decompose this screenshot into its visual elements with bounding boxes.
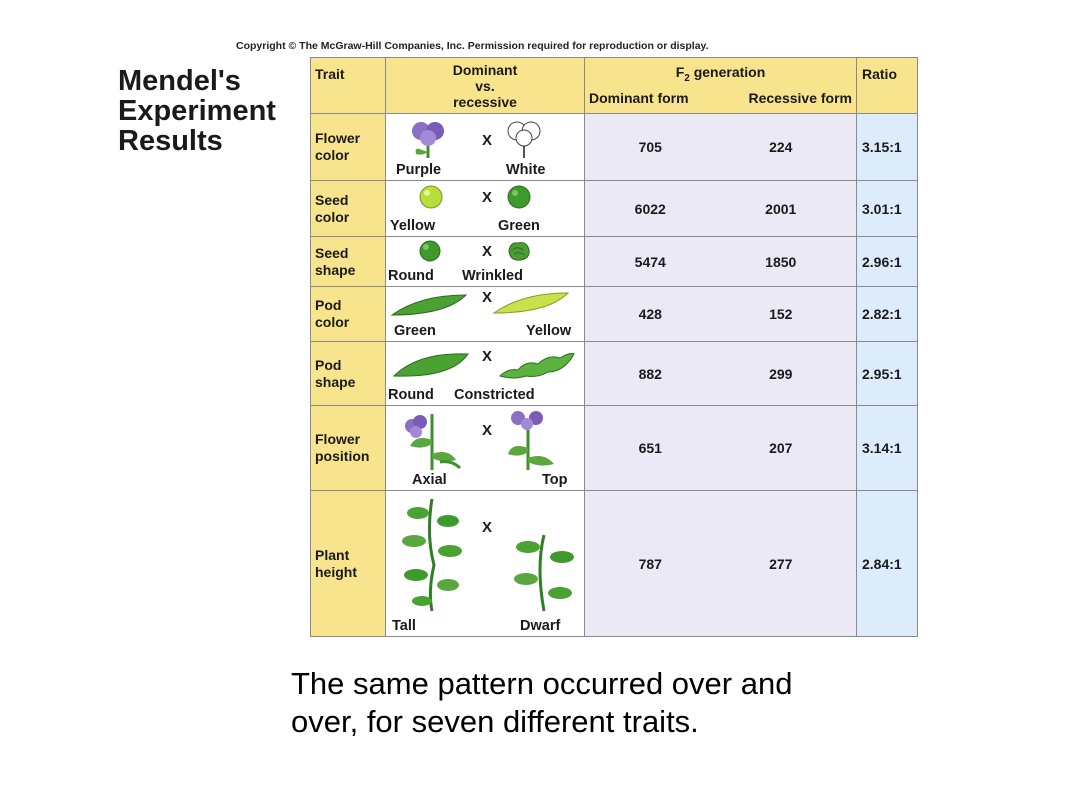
trait-cell: [311, 342, 386, 406]
constricted-pod-icon: [498, 348, 578, 382]
f2-cell: [585, 491, 857, 637]
recessive-label: Green: [498, 218, 540, 234]
recessive-label: Wrinkled: [462, 268, 523, 284]
trait-line1: Plant: [315, 546, 350, 563]
dominant-count: 882: [638, 365, 662, 382]
yellow-seed-icon: [418, 184, 444, 210]
trait-line1: Pod: [315, 297, 342, 313]
recessive-label: Dwarf: [520, 618, 561, 634]
green-pod-icon: [390, 291, 470, 321]
dominant-count: 5474: [634, 253, 666, 270]
recessive-count: 2001: [765, 200, 797, 217]
cross-x: X: [482, 348, 493, 365]
results-table-container: [310, 57, 918, 633]
white-flower-icon: [504, 118, 544, 158]
ratio-cell: 2.82:1: [857, 287, 918, 342]
trait-line1: Flower: [315, 431, 361, 447]
recessive-count: 152: [769, 306, 793, 322]
dominant-label: Round: [388, 268, 434, 284]
header-recessive-form: Recessive form: [748, 89, 852, 106]
results-table: [310, 57, 918, 637]
ratio-cell: 3.15:1: [857, 114, 918, 181]
header-dominant-form: Dominant form: [589, 89, 689, 106]
ratio-cell: 2.84:1: [857, 491, 918, 637]
purple-flower-icon: [408, 118, 448, 158]
cross-cell: [386, 406, 585, 491]
title-line-3: Results: [118, 125, 223, 157]
trait-line1: Seed: [315, 191, 349, 208]
dominant-label: Axial: [412, 472, 447, 488]
f2-cell: [585, 114, 857, 181]
cross-cell: [386, 114, 585, 181]
header-f2-letter: F: [675, 64, 685, 80]
header-cross-line1: Dominant: [452, 62, 518, 78]
round-seed-icon: [418, 239, 442, 263]
header-f2-rest: generation: [689, 64, 766, 80]
header-cross-line3: recessive: [453, 94, 517, 110]
recessive-label: Top: [542, 472, 568, 488]
cross-cell: [386, 342, 585, 406]
header-ratio: Ratio: [857, 58, 918, 114]
caption-text: [291, 665, 991, 741]
cross-cell: [386, 181, 585, 237]
trait-cell: [311, 114, 386, 181]
table-row: [311, 181, 918, 237]
recessive-label: Constricted: [454, 387, 535, 403]
table-row: [311, 114, 918, 181]
cross-x: X: [482, 132, 493, 149]
cross-cell: [386, 287, 585, 342]
trait-cell: [311, 181, 386, 237]
dominant-count: 428: [638, 306, 662, 322]
f2-cell: [585, 406, 857, 491]
cross-x: X: [482, 243, 493, 260]
tall-plant-icon: [392, 495, 472, 613]
title-line-1: Mendel's: [118, 65, 241, 97]
cross-cell: [386, 491, 585, 637]
trait-line2: color: [315, 147, 350, 163]
dominant-count: 787: [638, 555, 662, 572]
header-f2-title: [585, 64, 856, 84]
page-title: [118, 66, 276, 156]
table-row: [311, 406, 918, 491]
axial-flowers-icon: [396, 410, 466, 472]
table-row: [311, 237, 918, 287]
trait-cell: [311, 287, 386, 342]
dominant-label: Round: [388, 387, 434, 403]
cross-x: X: [482, 422, 493, 439]
dominant-count: 6022: [634, 200, 666, 217]
trait-line2: height: [315, 563, 357, 580]
f2-cell: [585, 342, 857, 406]
ratio-cell: 3.14:1: [857, 406, 918, 491]
recessive-count: 277: [769, 555, 793, 572]
trait-line1: Pod: [315, 356, 342, 373]
cross-x: X: [482, 289, 493, 306]
header-cross-line2: vs.: [475, 78, 495, 94]
cross-cell: [386, 237, 585, 287]
top-flowers-icon: [504, 408, 564, 472]
recessive-count: 224: [769, 139, 793, 155]
header-f2: [585, 58, 857, 114]
trait-line2: color: [315, 208, 350, 225]
recessive-label: White: [506, 162, 546, 178]
trait-line2: position: [315, 448, 370, 464]
dominant-count: 705: [638, 139, 662, 155]
green-seed-icon: [506, 184, 532, 210]
trait-line2: shape: [315, 261, 356, 278]
yellow-pod-icon: [492, 289, 572, 319]
header-row: [311, 58, 918, 114]
dominant-count: 651: [638, 440, 662, 456]
dominant-label: Yellow: [390, 218, 436, 234]
trait-line2: color: [315, 314, 350, 330]
trait-line2: shape: [315, 373, 356, 390]
trait-line1: Flower: [315, 130, 361, 146]
trait-cell: [311, 491, 386, 637]
wrinkled-seed-icon: [506, 239, 532, 263]
ratio-cell: 2.95:1: [857, 342, 918, 406]
recessive-label: Yellow: [526, 323, 572, 339]
header-cross: [386, 58, 585, 114]
table-row: [311, 342, 918, 406]
dominant-label: Purple: [396, 162, 442, 178]
cross-x: X: [482, 519, 493, 536]
ratio-cell: 3.01:1: [857, 181, 918, 237]
ratio-cell: 2.96:1: [857, 237, 918, 287]
f2-cell: [585, 181, 857, 237]
dominant-label: Green: [394, 323, 436, 339]
f2-cell: [585, 237, 857, 287]
round-pod-icon: [392, 348, 472, 382]
recessive-count: 299: [769, 365, 793, 382]
header-f2-subscript: 2: [684, 72, 690, 84]
cross-x: X: [482, 189, 493, 206]
copyright-notice: Copyright © The McGraw-Hill Companies, Inc. Permission required for reproduction or display.: [236, 40, 709, 52]
dominant-label: Tall: [392, 618, 416, 634]
recessive-count: 1850: [765, 253, 797, 270]
table-row: [311, 491, 918, 637]
trait-line1: Seed: [315, 244, 349, 261]
header-trait: Trait: [311, 58, 386, 114]
trait-cell: [311, 406, 386, 491]
recessive-count: 207: [769, 440, 793, 456]
f2-cell: [585, 287, 857, 342]
caption-line-1: The same pattern occurred over and: [291, 666, 793, 701]
dwarf-plant-icon: [504, 527, 584, 613]
table-row: [311, 287, 918, 342]
trait-cell: [311, 237, 386, 287]
caption-line-2: over, for seven different traits.: [291, 704, 699, 739]
title-line-2: Experiment: [118, 95, 276, 127]
